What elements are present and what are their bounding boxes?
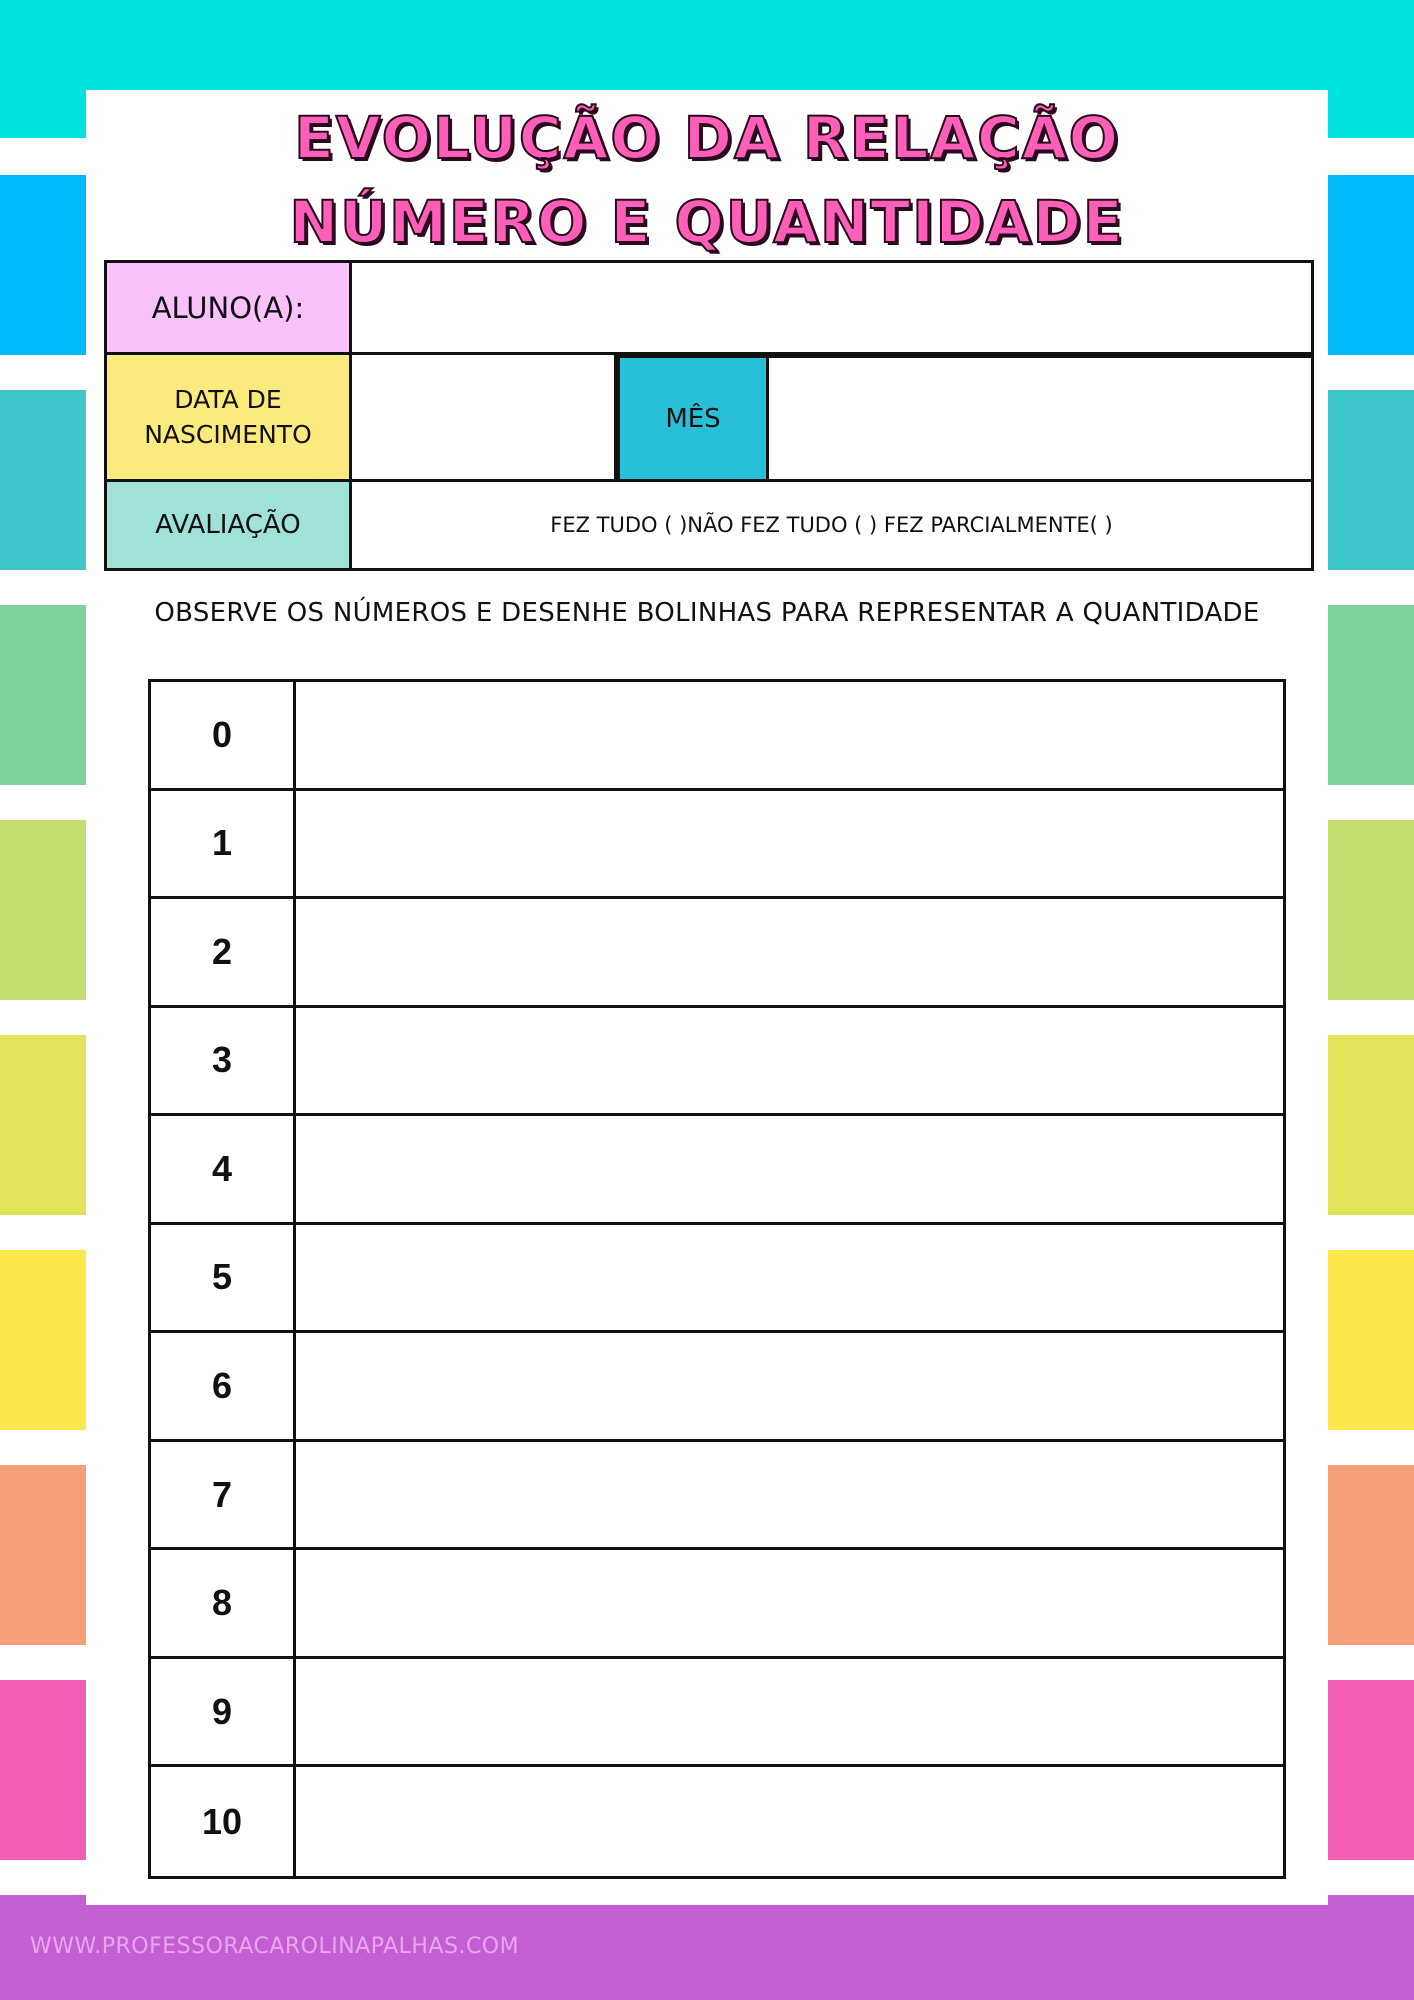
stripe-left [0,1250,86,1430]
stripe-left [0,820,86,1000]
avaliacao-options[interactable] [352,482,1311,568]
number-row [151,682,1283,791]
number-row [151,1767,1283,1876]
number-label: 7 [151,1442,296,1548]
stripe-right [1328,820,1414,1000]
drawing-area[interactable] [296,1659,1283,1765]
stripe-left [0,1035,86,1215]
drawing-area[interactable] [296,1116,1283,1222]
number-label: 9 [151,1659,296,1765]
stripe-right [1328,1250,1414,1430]
stripe-left [0,1680,86,1860]
worksheet-title [0,96,1414,264]
drawing-area[interactable] [296,899,1283,1005]
student-info-table [104,260,1314,571]
drawing-area[interactable] [296,1767,1283,1876]
drawing-area[interactable] [296,1333,1283,1439]
divider [107,479,1311,482]
number-row [151,1333,1283,1442]
number-row [151,1659,1283,1768]
data-nascimento-line-2: NASCIMENTO [144,420,312,449]
drawing-area[interactable] [296,1442,1283,1548]
mes-label-text: MÊS [665,403,721,434]
title-line-1: EVOLUÇÃO DA RELAÇÃO [294,104,1120,172]
divider [617,355,620,479]
mes-field[interactable] [769,358,1311,479]
stripe-left [0,1465,86,1645]
number-label: 2 [151,899,296,1005]
stripe-right [1328,1465,1414,1645]
divider [349,263,352,568]
aluno-field[interactable] [352,263,1311,352]
number-quantity-table [148,679,1286,1879]
avaliacao-label [107,482,349,568]
drawing-area[interactable] [296,682,1283,788]
avaliacao-label-text: AVALIAÇÃO [155,510,301,540]
number-label: 1 [151,791,296,897]
avaliacao-options-text: FEZ TUDO ( )NÃO FEZ TUDO ( ) FEZ PARCIALMENTE( ) [550,513,1113,537]
data-nascimento-label [107,355,349,479]
number-label: 5 [151,1225,296,1331]
number-row [151,791,1283,900]
number-row [151,899,1283,1008]
data-nascimento-line-1: DATA DE [174,385,282,414]
drawing-area[interactable] [296,1225,1283,1331]
stripe-right [1328,605,1414,785]
number-row [151,1008,1283,1117]
number-row [151,1116,1283,1225]
number-label: 10 [151,1767,296,1876]
number-label: 4 [151,1116,296,1222]
number-label: 6 [151,1333,296,1439]
drawing-area[interactable] [296,791,1283,897]
number-label: 0 [151,682,296,788]
number-row [151,1442,1283,1551]
divider [617,355,1311,358]
number-row [151,1225,1283,1334]
data-nascimento-field[interactable] [352,355,614,479]
number-label: 3 [151,1008,296,1114]
number-row [151,1550,1283,1659]
footer-website: WWW.PROFESSORACAROLINAPALHAS.COM [30,1934,520,1959]
stripe-right [1328,390,1414,570]
drawing-area[interactable] [296,1008,1283,1114]
stripe-right [1328,1680,1414,1860]
instruction-text: OBSERVE OS NÚMEROS E DESENHE BOLINHAS PARA REPRESENTAR A QUANTIDADE [154,598,1260,628]
mes-label [620,358,766,479]
stripe-left [0,390,86,570]
stripe-right [1328,1035,1414,1215]
title-line-2: NÚMERO E QUANTIDADE [289,188,1125,256]
stripe-left [0,605,86,785]
aluno-label [107,263,349,352]
divider [766,355,769,479]
aluno-label-text: ALUNO(A): [151,290,305,325]
number-label: 8 [151,1550,296,1656]
drawing-area[interactable] [296,1550,1283,1656]
